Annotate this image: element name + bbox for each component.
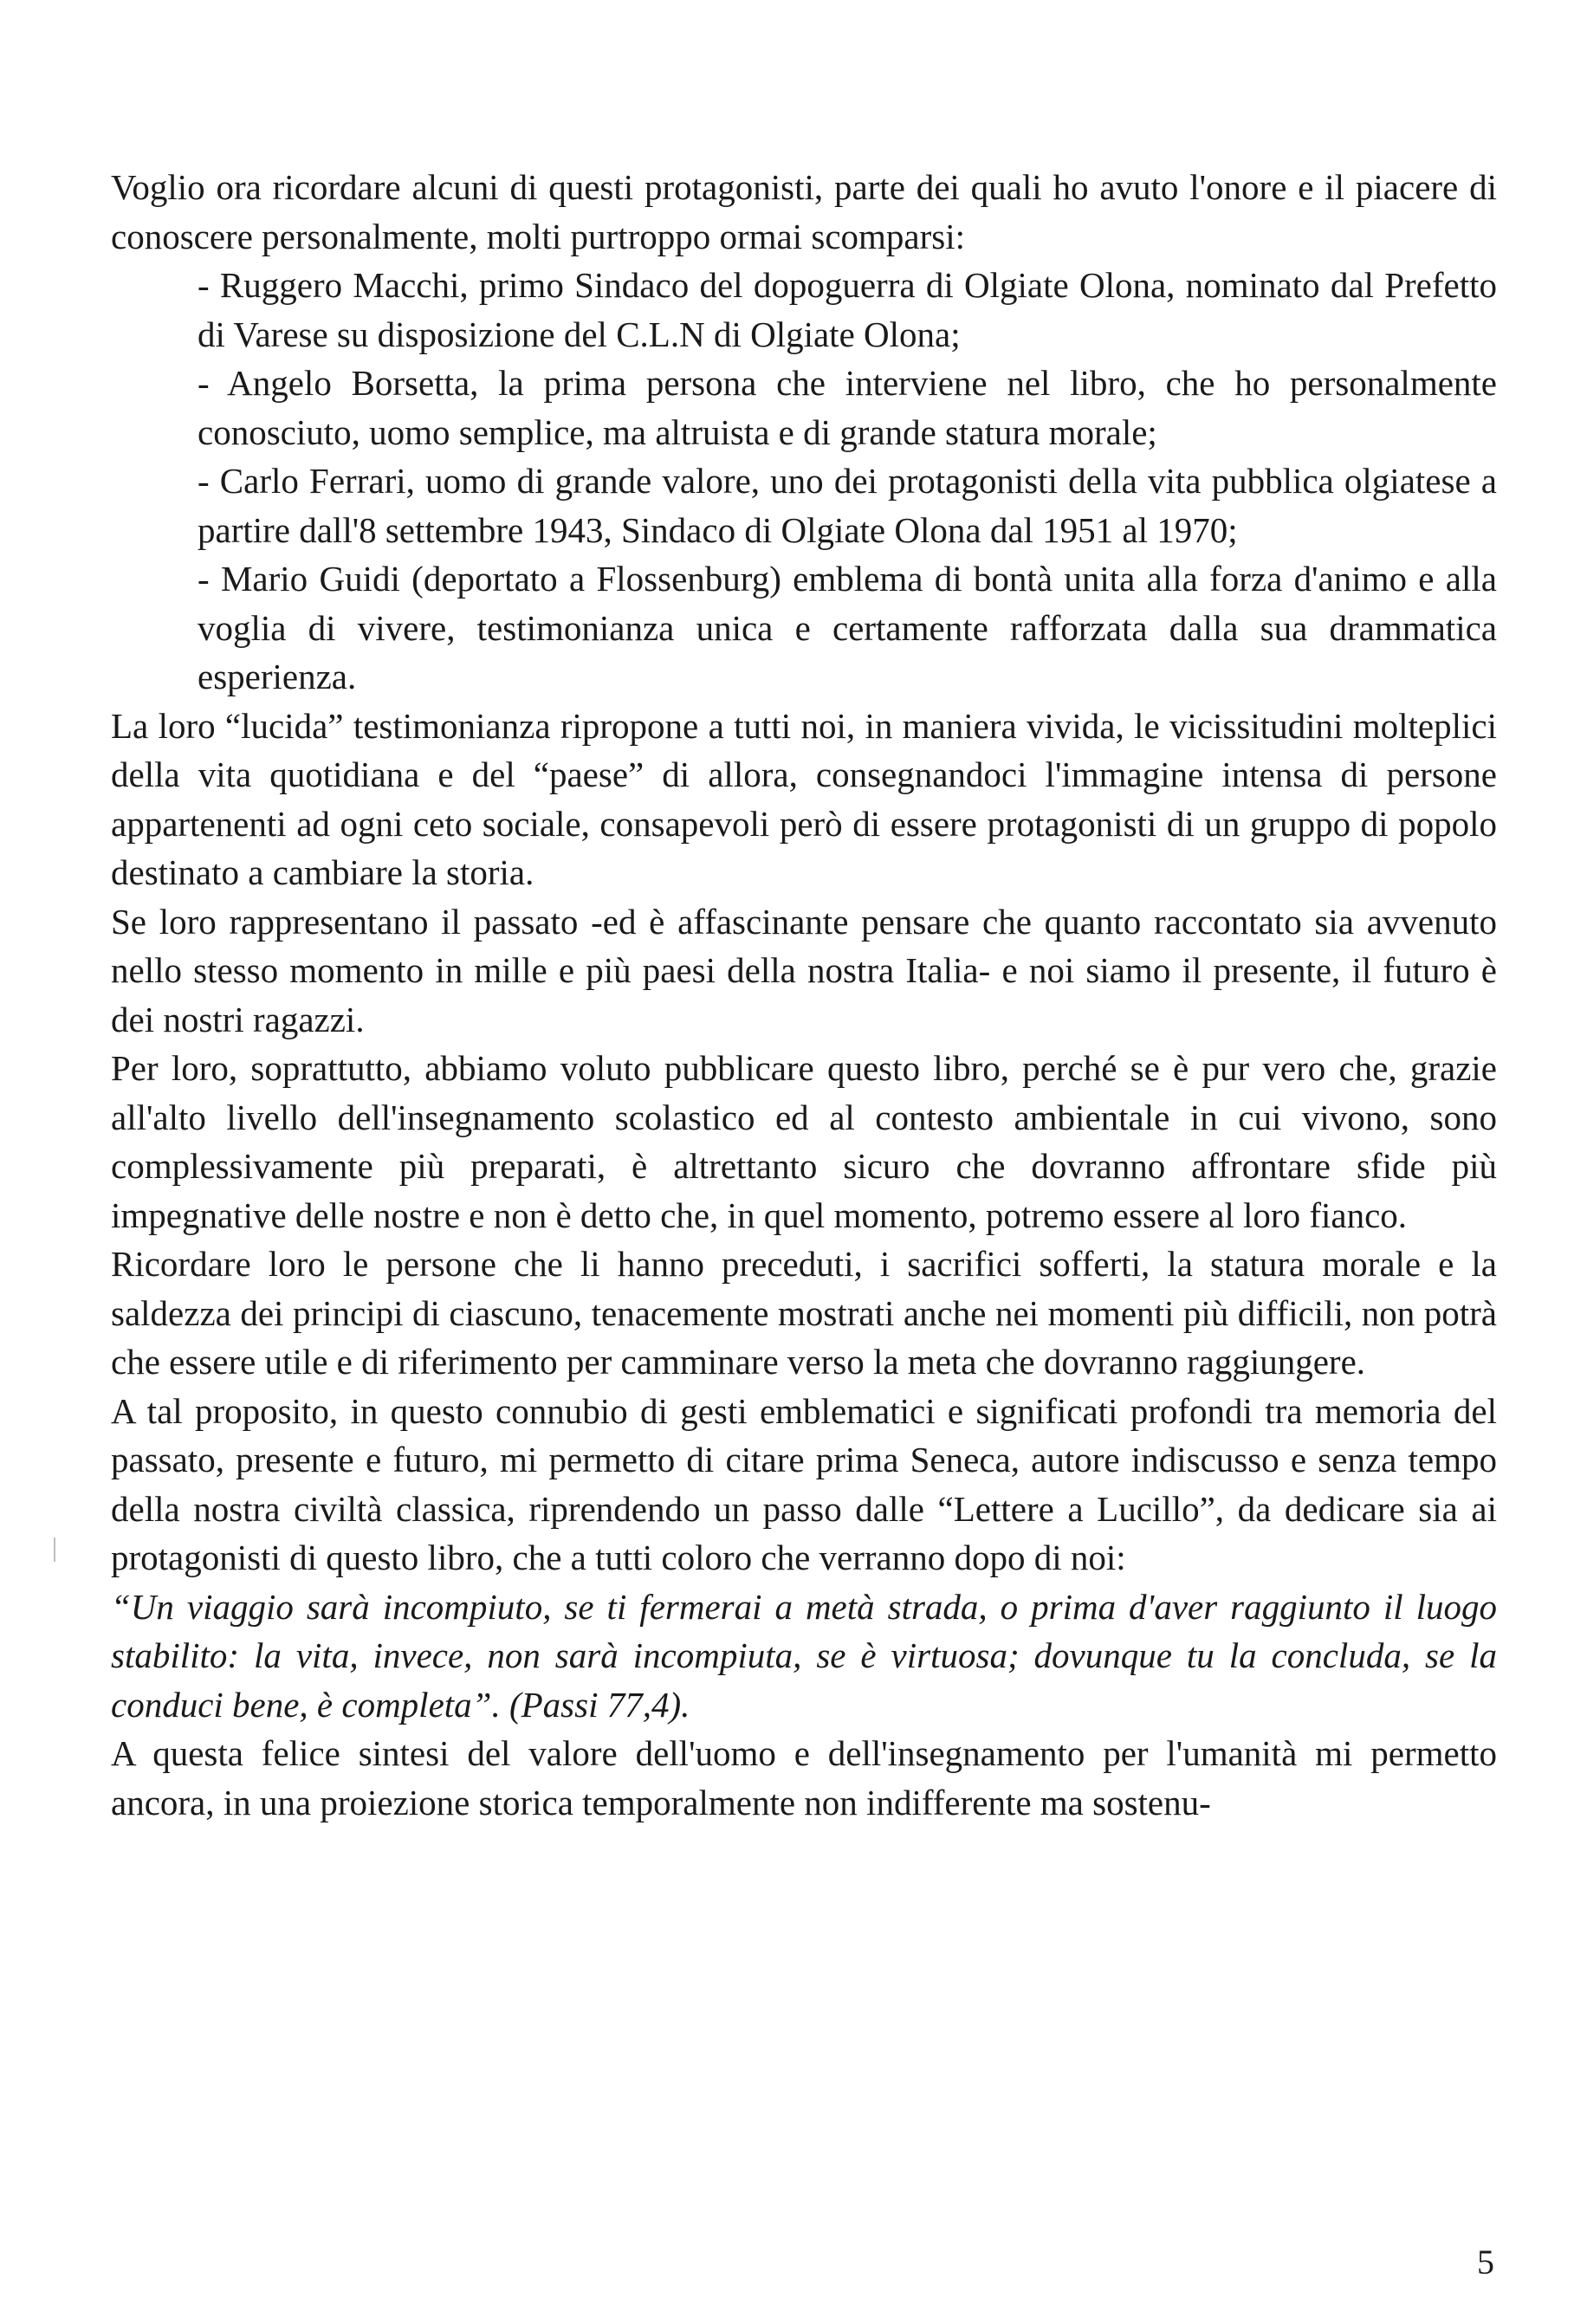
intro-paragraph: Voglio ora ricordare alcuni di questi protagonisti, parte dei quali ho avuto l'onore e il piacere di conoscere personalmente, molti purtroppo ormai scomparsi:: [111, 167, 1497, 256]
page-number: 5: [1477, 2243, 1494, 2282]
list-item-macchi: - Ruggero Macchi, primo Sindaco del dopoguerra di Olgiate Olona, nominato dal Prefetto di Varese su disposizione del C.L.N di Olgiate Olona;: [198, 265, 1497, 354]
list-item-guidi: - Mario Guidi (deportato a Flossenburg) emblema di bontà unita alla forza d'animo e alla voglia di vivere, testimonianza unica e certamente rafforzata dalla sua drammatica esperienza.: [198, 559, 1497, 696]
paragraph-ricordare: Ricordare loro le persone che li hanno preceduti, i sacrifici sofferti, la statura morale e la saldezza dei principi di ciascuno, tenacemente mostrati anche nei momenti più difficili, non potrà che essere utile e di riferimento per camminare verso la meta che dovranno raggiungere.: [111, 1244, 1497, 1382]
protagonists-list: [111, 261, 1497, 702]
seneca-quote: “Un viaggio sarà incompiuto, se ti fermerai a metà strada, o prima d'aver raggiunto il luogo stabilito: la vita, invece, non sarà incompiuta, se è virtuosa; dovunque tu la concluda, se la conduci bene, è completa”. (Passi 77,4).: [111, 1586, 1497, 1725]
paragraph-passato: Se loro rappresentano il passato -ed è affascinante pensare che quanto raccontato sia avvenuto nello stesso momento in mille e più paesi della nostra Italia- e noi siamo il presente, il futuro è dei nostri ragazzi.: [111, 901, 1497, 1039]
paragraph-ragazzi: Per loro, soprattutto, abbiamo voluto pubblicare questo libro, perché se è pur vero che, grazie all'alto livello dell'insegnamento scolastico ed al contesto ambientale in cui vivono, sono complessivamente più preparati, è altrettanto sicuro che dovranno affrontare sfide più impegnative delle nostre e non è detto che, in quel momento, potremo essere al loro fianco.: [111, 1048, 1497, 1235]
margin-mark: [54, 1537, 55, 1562]
list-item-borsetta: - Angelo Borsetta, la prima persona che interviene nel libro, che ho personalmente conosciuto, uomo semplice, ma altruista e di grande statura morale;: [198, 363, 1497, 452]
body-text: [111, 163, 1497, 1827]
paragraph-testimonianza: La loro “lucida” testimonianza ripropone a tutti noi, in maniera vivida, le vicissitudini molteplici della vita quotidiana e del “paese” di allora, consegnandoci l'immagine intensa di persone appartenenti ad ogni ceto sociale, consapevoli però di essere protagonisti di un gruppo di popolo destinato a cambiare la storia.: [111, 705, 1497, 892]
list-item-ferrari: - Carlo Ferrari, uomo di grande valore, uno dei protagonisti della vita pubblica olgiatese a partire dall'8 settembre 1943, Sindaco di Olgiate Olona dal 1951 al 1970;: [198, 461, 1497, 550]
closing-paragraph: A questa felice sintesi del valore dell'uomo e dell'insegnamento per l'umanità mi permetto ancora, in una proiezione storica temporalmente non indifferente ma sostenu-: [111, 1733, 1497, 1822]
paragraph-seneca: A tal proposito, in questo connubio di gesti emblematici e significati profondi tra memoria del passato, presente e futuro, mi permetto di citare prima Seneca, autore indiscusso e senza tempo della nostra civiltà classica, riprendendo un passo dalle “Lettere a Lucillo”, da dedicare sia ai protagonisti di questo libro, che a tutti coloro che verranno dopo di noi:: [111, 1390, 1497, 1577]
